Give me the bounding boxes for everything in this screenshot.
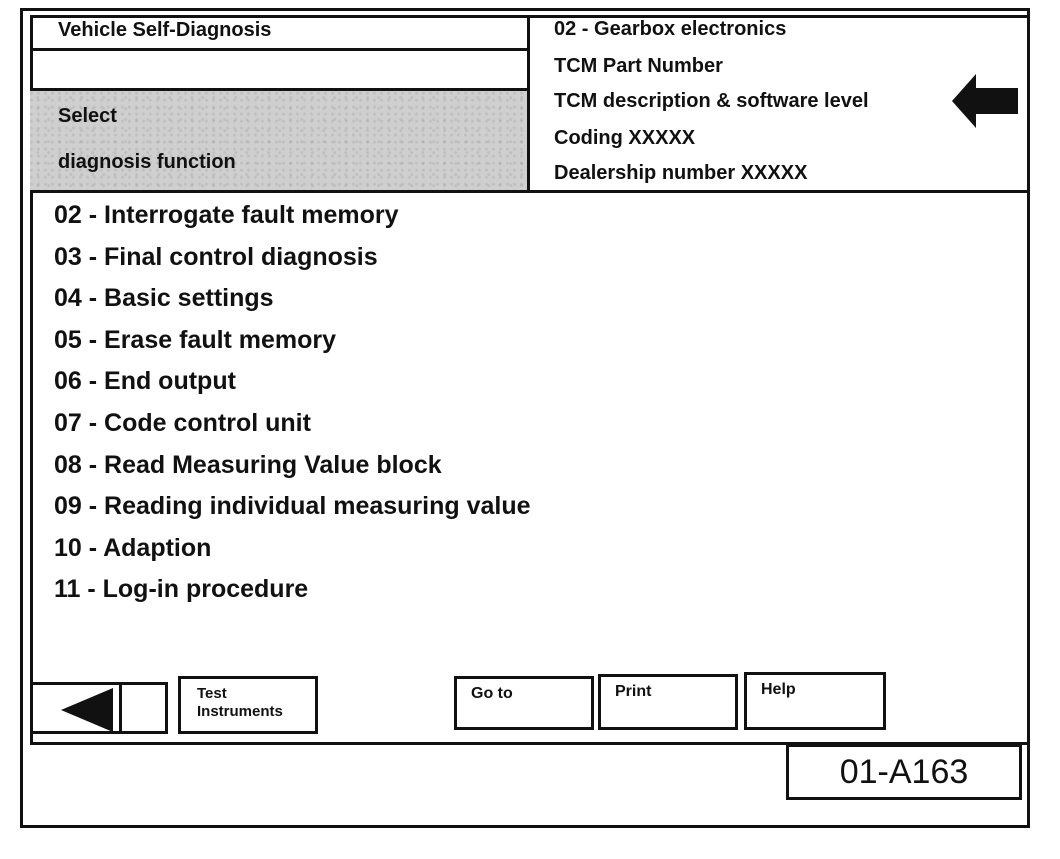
test-instruments-button[interactable] xyxy=(178,676,318,734)
menu-item-basic-settings[interactable]: 04 - Basic settings xyxy=(54,284,274,313)
go-to-button[interactable] xyxy=(454,676,594,730)
print-button[interactable] xyxy=(598,674,738,730)
menu-item-code-control-unit[interactable]: 07 - Code control unit xyxy=(54,408,311,437)
menu-item-end-output[interactable]: 06 - End output xyxy=(54,367,236,396)
left-triangle-arrow-icon xyxy=(61,688,113,732)
go-to-label: Go to xyxy=(471,685,513,702)
info-line-address: 02 - Gearbox electronics xyxy=(554,18,787,40)
menu-item-adaption[interactable]: 10 - Adaption xyxy=(54,533,212,562)
select-prompt xyxy=(30,91,530,193)
blank-field xyxy=(30,51,530,91)
test-label-line1: Test xyxy=(197,685,227,702)
print-label: Print xyxy=(615,683,652,700)
select-prompt-line2: diagnosis function xyxy=(58,151,236,173)
info-line-description: TCM description & software level xyxy=(554,90,869,112)
figure-code: 01-A163 xyxy=(786,744,1022,800)
left-pointing-arrow-icon xyxy=(952,72,1018,130)
menu-item-reading-individual-measuring-value[interactable]: 09 - Reading individual measuring value xyxy=(54,492,531,521)
select-prompt-line1: Select xyxy=(58,105,117,127)
screen-title: Vehicle Self-Diagnosis xyxy=(30,15,530,51)
function-menu xyxy=(54,200,531,616)
info-line-part-number: TCM Part Number xyxy=(554,55,723,77)
header-divider xyxy=(30,190,1030,193)
info-line-coding: Coding XXXXX xyxy=(554,127,696,149)
menu-item-interrogate-fault-memory[interactable]: 02 - Interrogate fault memory xyxy=(54,201,399,229)
help-button[interactable] xyxy=(744,672,886,730)
info-line-dealership: Dealership number XXXXX xyxy=(554,162,808,184)
help-label: Help xyxy=(761,681,796,698)
back-button[interactable] xyxy=(30,682,168,734)
menu-item-erase-fault-memory[interactable]: 05 - Erase fault memory xyxy=(54,325,337,354)
test-label-line2: Instruments xyxy=(197,703,283,720)
test-instruments-label xyxy=(197,685,283,721)
menu-item-read-measuring-value-block[interactable]: 08 - Read Measuring Value block xyxy=(54,450,442,479)
menu-item-final-control-diagnosis[interactable]: 03 - Final control diagnosis xyxy=(54,242,378,271)
back-button-divider xyxy=(119,685,122,731)
menu-item-log-in-procedure[interactable]: 11 - Log-in procedure xyxy=(54,575,309,604)
